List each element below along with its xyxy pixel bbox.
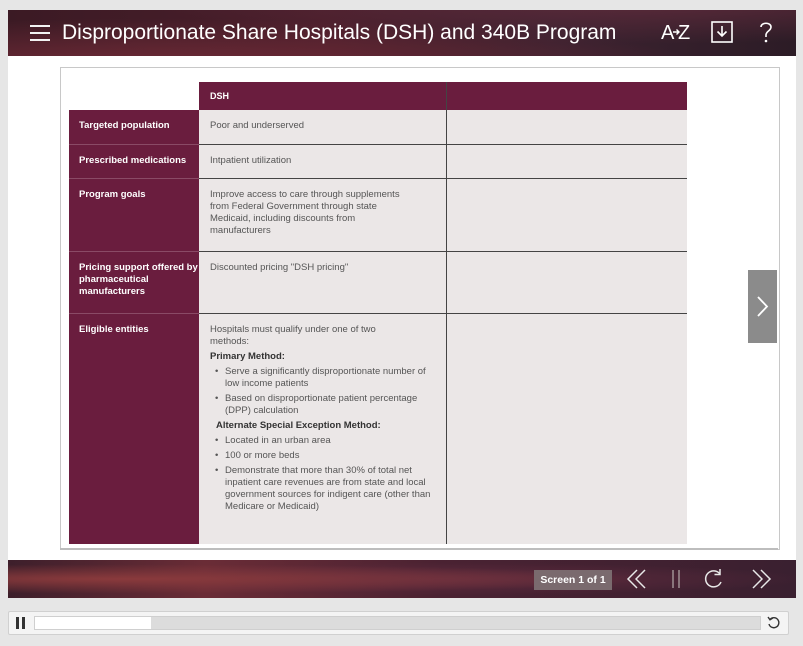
table-cell-empty (447, 110, 688, 145)
download-icon (709, 18, 735, 46)
footer-bar (8, 560, 796, 598)
column-header-dsh: DSH (199, 82, 447, 110)
list-item: • Based on disproportionate patient percentage (DPP) calculation (225, 393, 436, 417)
refresh-icon (701, 566, 725, 592)
previous-button[interactable] (624, 566, 650, 592)
table-cell: Discounted pricing "DSH pricing" (199, 252, 447, 314)
eligible-intro: Hospitals must qualify under one of two methods: (210, 324, 376, 347)
table-cell (199, 314, 447, 545)
svg-text:Z: Z (678, 22, 691, 44)
progress-track[interactable] (34, 616, 761, 630)
row-label: Eligible entities (69, 314, 199, 545)
glossary-az-icon (659, 18, 691, 46)
table-cell-empty (447, 252, 688, 314)
playbar-replay-button[interactable] (766, 615, 782, 631)
table-cell: Poor and underserved (199, 110, 447, 145)
chevron-right-icon (748, 270, 777, 343)
header-bar (8, 10, 796, 56)
table-cell: Intpatient utilization (199, 145, 447, 179)
next-slide-button[interactable] (748, 270, 777, 343)
alternate-method-list (210, 435, 436, 513)
row-label: Targeted population (69, 110, 199, 145)
help-button[interactable] (752, 18, 780, 48)
download-button[interactable] (708, 18, 736, 48)
table-row (69, 179, 687, 252)
table-corner (69, 82, 199, 110)
svg-text:A: A (661, 22, 675, 44)
replay-icon (766, 615, 782, 631)
list-item: • Serve a significantly disproportionate number of low income patients (225, 366, 436, 390)
table-cell: Improve access to care through supplements from Federal Government through state Medicaid, including discounts from manufacturers (199, 179, 447, 252)
progress-fill (35, 617, 151, 629)
table-cell-empty (447, 145, 688, 179)
question-icon (754, 18, 778, 46)
row-label: Pricing support offered by pharmaceutical manufacturers (69, 252, 199, 314)
list-item: • Demonstrate that more than 30% of total net inpatient care revenues are from state and local government sources for indigent care (other than Medicare or Medicaid) (225, 465, 436, 513)
table-cell-empty (447, 314, 688, 545)
primary-method-heading: Primary Method: (210, 351, 285, 362)
pause-icon (16, 617, 19, 629)
table-row (69, 252, 687, 314)
content-divider (60, 548, 778, 550)
list-item: • 100 or more beds (225, 450, 436, 462)
pause-button[interactable] (666, 566, 686, 592)
table-cell-empty (447, 179, 688, 252)
table-row (69, 145, 687, 179)
menu-icon[interactable] (30, 25, 50, 41)
row-label: Program goals (69, 179, 199, 252)
double-chevron-right-icon (749, 566, 773, 592)
slide-content (60, 67, 780, 550)
row-label: Prescribed medications (69, 145, 199, 179)
glossary-button[interactable] (658, 18, 692, 48)
replay-slide-button[interactable] (701, 566, 725, 592)
column-header-empty (447, 82, 688, 110)
pause-icon (667, 566, 685, 592)
screen-indicator: Screen 1 of 1 (534, 570, 612, 590)
alternate-method-heading: Alternate Special Exception Method: (216, 420, 381, 431)
table-row (69, 110, 687, 145)
media-playbar (8, 611, 789, 635)
course-player (8, 10, 796, 598)
page-title: Disproportionate Share Hospitals (DSH) and 340B Program (62, 21, 617, 44)
table-row (69, 314, 687, 545)
primary-method-list (210, 366, 436, 417)
next-button[interactable] (748, 566, 774, 592)
playbar-pause-button[interactable] (15, 617, 27, 629)
comparison-table (69, 82, 687, 544)
double-chevron-left-icon (625, 566, 649, 592)
list-item: • Located in an urban area (225, 435, 436, 447)
